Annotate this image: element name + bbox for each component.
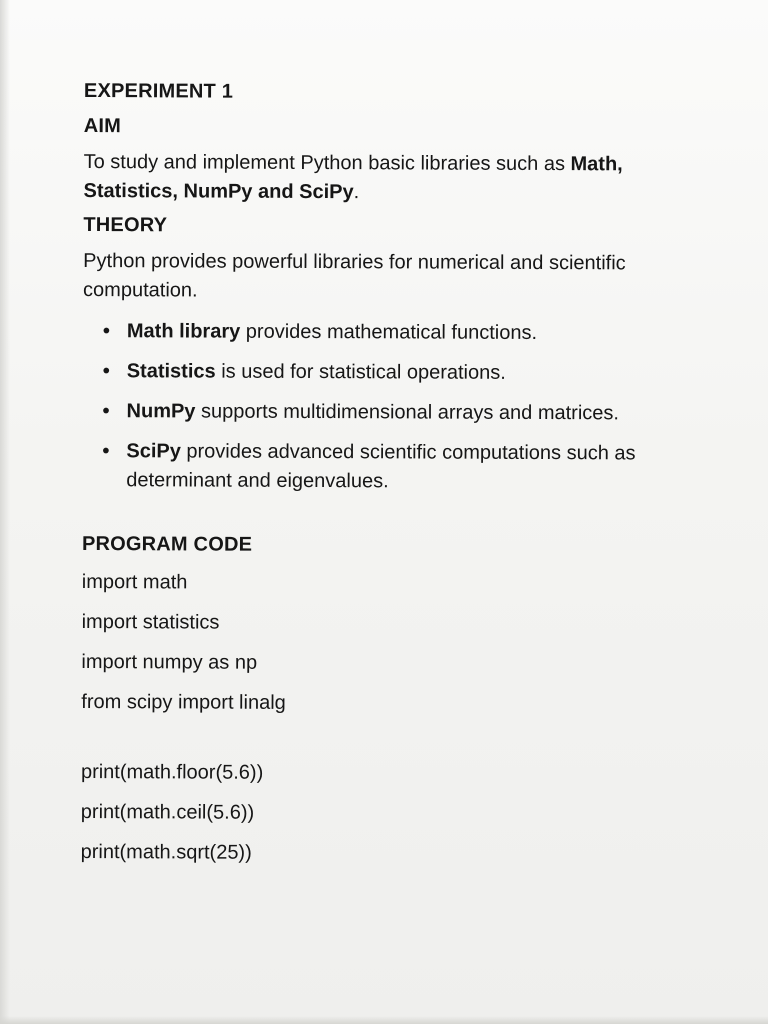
code-line: import numpy as np [81,650,258,674]
bullet-item [82,397,702,429]
bullet-item [83,317,703,349]
code-blank-line [81,722,701,755]
bullet-dot: • [102,400,110,423]
aim-text [83,148,703,209]
theory-heading: THEORY [83,213,168,237]
aim-text-suffix: . [353,181,360,204]
bullet-item [83,357,703,389]
bullet-text: provides advanced scientific computations such as determinant and eigenvalues. [126,440,636,493]
code-line: import statistics [81,610,220,634]
bullet-bold: SciPy [126,440,181,463]
code-line: from scipy import linalg [81,690,286,714]
aim-text-prefix: To study and implement Python basic libraries such as [83,150,571,176]
bullet-dot: • [102,320,110,343]
aim-text-libraries: Math, Statistics, NumPy and SciPy [83,153,623,204]
experiment-title: EXPERIMENT 1 [83,80,234,103]
page-bottom-shadow [0,1016,768,1024]
bullet-dot: • [102,440,110,463]
bullet-bold: Statistics [126,360,216,383]
code-line: print(math.ceil(5.6)) [80,800,255,824]
bullet-text: is used for statistical operations. [215,360,506,384]
bullet-item [82,437,702,498]
code-line: print(math.floor(5.6)) [80,760,264,784]
bullet-bold: NumPy [126,400,196,423]
bullet-dot: • [102,360,110,383]
aim-heading: AIM [83,114,122,138]
document-content [81,80,704,875]
bullet-text: provides mathematical functions. [240,320,538,344]
page-left-shadow [0,0,10,1024]
bullet-bold: Math library [126,320,241,343]
code-line: print(math.sqrt(25)) [80,840,252,864]
program-code-block [81,562,702,875]
bullet-text: supports multidimensional arrays and matrices. [195,400,620,425]
program-code-heading: PROGRAM CODE [81,532,253,556]
theory-bullet-list [82,317,703,498]
theory-intro: Python provides powerful libraries for numerical and scientific computation. [83,249,626,302]
code-line: import math [81,570,188,594]
